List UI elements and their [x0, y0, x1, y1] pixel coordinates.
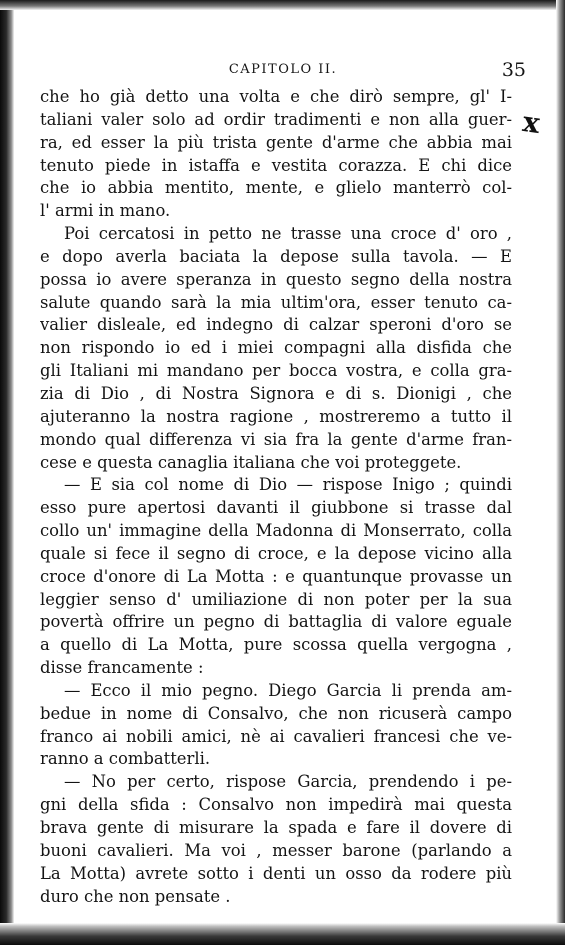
text-line: gni della sfida : Consalvo non impedirà mai questa: [40, 795, 512, 815]
margin-mark: x: [520, 104, 542, 141]
text-line: povertà offrire un pegno di battaglia di valore eguale: [40, 612, 512, 632]
text-line: zia di Dio , di Nostra Signora e di s. Dionigi , che: [40, 383, 512, 403]
text-line: tenuto piede in istaffa e vestita corazza. E chi dice: [40, 155, 512, 175]
text-line: cese e questa canaglia italiana che voi proteggete.: [40, 452, 462, 472]
text-line: Poi cercatosi in petto ne trasse una croce d' oro ,: [64, 224, 512, 244]
page-bottom-shadow: [0, 923, 565, 945]
text-line: mondo qual differenza vi sia fra la gente d'arme fran-: [40, 429, 512, 449]
text-line: collo un' immagine della Madonna di Monserrato, colla: [40, 521, 512, 541]
page-header: [40, 59, 526, 84]
text-line: ra, ed esser la più trista gente d'arme che abbia mai: [40, 132, 512, 152]
text-line: brava gente di misurare la spada e fare il dovere di: [40, 818, 512, 837]
text-line: buoni cavalieri. Ma voi , messer barone (parlando a: [40, 840, 512, 860]
page-right-shadow: [556, 0, 565, 945]
text-line: duro che non pensate .: [40, 886, 231, 906]
page-top-shadow: [0, 0, 565, 10]
running-title: CAPITOLO II.: [228, 62, 338, 77]
text-line: non rispondo io ed i miei compagni alla disfida che: [40, 338, 512, 358]
text-line: La Motta) avrete sotto i denti un osso da rodere più: [40, 863, 512, 883]
text-line: ajuteranno la nostra ragione , mostreremo a tutto il: [40, 406, 512, 426]
text-line: esso pure apertosi davanti il giubbone si trasse dal: [40, 498, 512, 518]
text-line: gli Italiani mi mandano per bocca vostra, e colla gra-: [40, 361, 512, 381]
text-line: a quello di La Motta, pure scossa quella vergogna ,: [40, 635, 512, 655]
text-line: — E sia col nome di Dio — rispose Inigo ; quindi: [64, 475, 512, 495]
text-line: possa io avere speranza in questo segno della nostra: [40, 269, 512, 289]
text-line: quale si fece il segno di croce, e la depose vicino alla: [40, 543, 512, 563]
text-line: croce d'onore di La Motta : e quantunque provasse un: [40, 566, 512, 586]
text-line: che io abbia mentito, mente, e glielo manterrò col-: [40, 178, 512, 198]
text-line: ranno a combatterli.: [40, 749, 211, 769]
text-line: taliani valer solo ad ordir tradimenti e non alla guer-: [40, 109, 512, 129]
text-line: che ho già detto una volta e che dirò sempre, gl' I-: [40, 87, 512, 106]
text-line: l' armi in mano.: [40, 201, 171, 221]
text-line: leggier senso d' umiliazione di non poter per la sua: [40, 589, 512, 609]
body-text: [40, 86, 512, 908]
text-line: salute quando sarà la mia ultim'ora, esser tenuto ca-: [40, 292, 512, 312]
text-line: — No per certo, rispose Garcia, prendendo i pe-: [64, 772, 512, 792]
text-line: franco ai nobili amici, nè ai cavalieri francesi che ve-: [40, 726, 512, 746]
text-line: e dopo averla baciata la depose sulla tavola. — E: [40, 246, 512, 266]
text-line: bedue in nome di Consalvo, che non ricuserà campo: [40, 703, 512, 723]
text-line: disse francamente :: [40, 658, 204, 678]
page-number: 35: [501, 59, 526, 81]
text-line: valier disleale, ed indegno di calzar speroni d'oro se: [40, 315, 512, 335]
page-left-shadow: [0, 0, 14, 945]
text-line: — Ecco il mio pegno. Diego Garcia li prenda am-: [64, 680, 512, 700]
